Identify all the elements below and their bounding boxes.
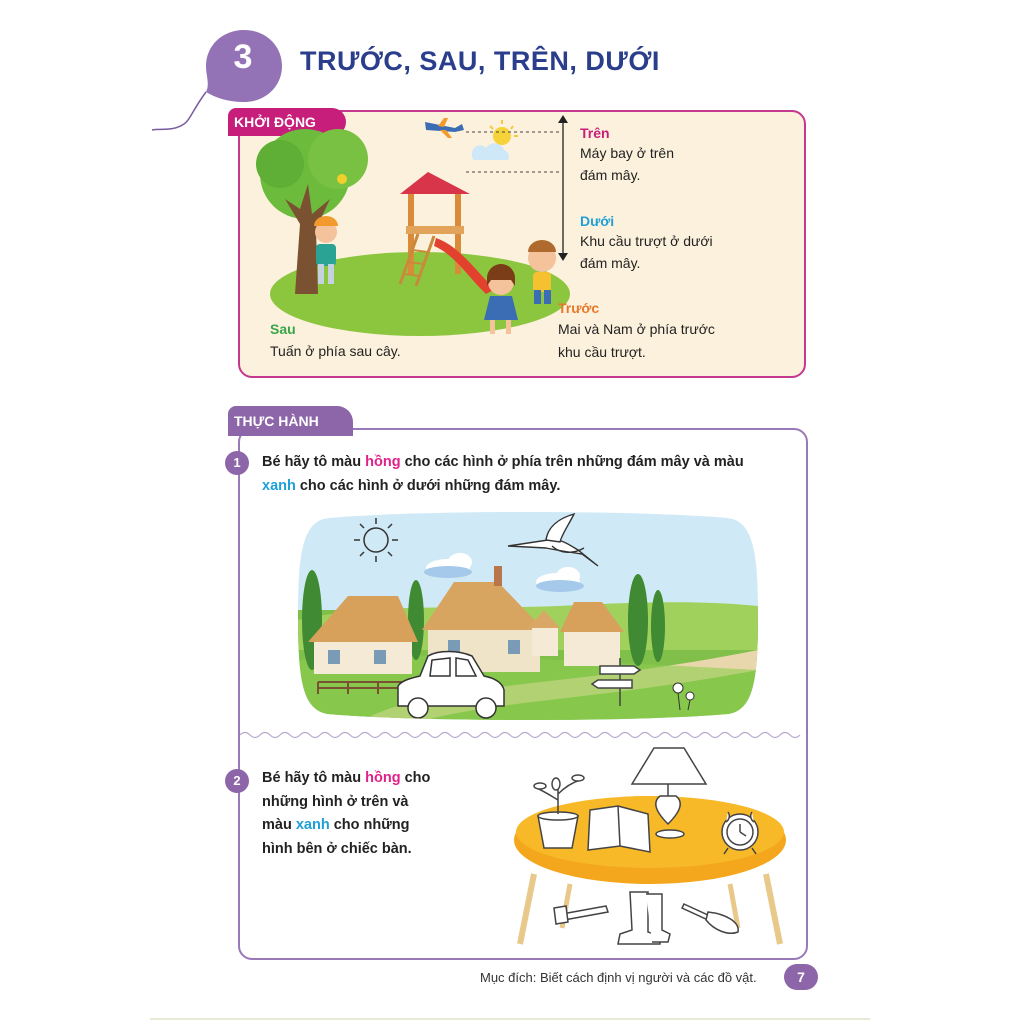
playground-illustration <box>250 114 580 344</box>
trowel-icon <box>682 904 738 933</box>
q2-line3-b: cho những <box>329 817 410 833</box>
text-duoi-1: Khu cầu trượt ở dưới <box>580 233 713 249</box>
village-scene <box>298 510 758 722</box>
question-2-text <box>262 767 452 861</box>
label-truoc: Trước <box>558 300 600 316</box>
q1-blue-word: xanh <box>262 478 296 494</box>
text-truoc-1: Mai và Nam ở phía trước <box>558 321 715 337</box>
table-scene <box>500 744 800 950</box>
lesson-number: 3 <box>233 38 253 76</box>
bottom-divider <box>150 1018 870 1020</box>
q2-pink-word: hồng <box>365 770 401 786</box>
q1-part1: Bé hãy tô màu <box>262 454 366 470</box>
question-2-number: 2 <box>225 769 249 793</box>
question-1-number: 1 <box>225 451 249 475</box>
q2-line1-a: Bé hãy tô màu <box>262 770 366 786</box>
garden-rake-icon <box>554 906 608 924</box>
label-tren: Trên <box>580 125 610 141</box>
q2-line1-b: cho <box>400 770 431 786</box>
label-duoi: Dưới <box>580 213 615 229</box>
text-truoc-2: khu cầu trượt. <box>558 344 646 360</box>
text-tren-1: Máy bay ở trên <box>580 145 674 161</box>
q2-line3-a: màu <box>262 817 296 833</box>
text-tren-2: đám mây. <box>580 167 641 183</box>
wavy-divider <box>240 730 802 740</box>
vertical-arrow <box>556 114 570 264</box>
question-1-text <box>262 450 797 498</box>
footer-purpose: Mục đích: Biết cách định vị người và các đồ vật. <box>480 970 757 985</box>
q1-part2: cho các hình ở phía trên những đám mây và màu <box>400 454 744 470</box>
practice-tab: THỰC HÀNH <box>228 406 353 436</box>
book-icon <box>588 806 650 852</box>
warmup-tab: KHỞI ĐỘNG <box>228 108 346 136</box>
cloud-icon <box>472 143 509 160</box>
airplane-icon <box>425 118 464 138</box>
page-title: TRƯỚC, SAU, TRÊN, DƯỚI <box>300 46 660 76</box>
q1-pink-word: hồng <box>365 454 401 470</box>
alarm-clock-icon <box>722 812 758 854</box>
q2-line2: những hình ở trên và <box>262 793 409 810</box>
label-sau: Sau <box>270 321 296 337</box>
q2-line4: hình bên ở chiếc bàn. <box>262 840 412 857</box>
text-duoi-2: đám mây. <box>580 255 641 271</box>
q1-part3: cho các hình ở dưới những đám mây. <box>295 478 561 494</box>
page-number: 7 <box>784 964 818 990</box>
boots-icon <box>618 892 670 944</box>
q2-blue-word: xanh <box>295 817 330 833</box>
text-sau-1: Tuấn ở phía sau cây. <box>270 343 401 359</box>
